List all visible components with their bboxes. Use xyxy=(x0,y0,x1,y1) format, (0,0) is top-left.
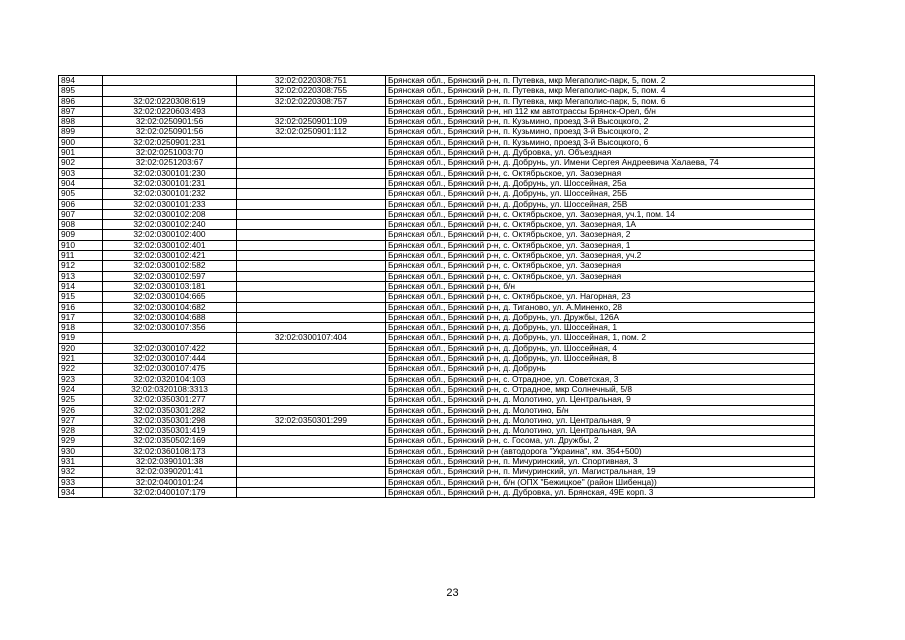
building-cadastral-number-cell xyxy=(237,220,386,230)
row-number-cell: 899 xyxy=(59,127,103,137)
building-cadastral-number-cell xyxy=(237,426,386,436)
building-cadastral-number-cell xyxy=(237,281,386,291)
row-number-cell: 934 xyxy=(59,487,103,497)
table-row xyxy=(59,323,815,333)
row-number-cell: 919 xyxy=(59,333,103,343)
land-cadastral-number-cell: 32:02:0400107:179 xyxy=(103,487,237,497)
building-cadastral-number-cell xyxy=(237,456,386,466)
table-row xyxy=(59,487,815,497)
table-row xyxy=(59,333,815,343)
row-number-cell: 909 xyxy=(59,230,103,240)
row-number-cell: 931 xyxy=(59,456,103,466)
land-cadastral-number-cell: 32:02:0300107:444 xyxy=(103,354,237,364)
row-number-cell: 926 xyxy=(59,405,103,415)
table-row xyxy=(59,148,815,158)
address-cell: Брянская обл., Брянский р-н, с. Октябрьское, ул. Нагорная, 23 xyxy=(386,292,815,302)
building-cadastral-number-cell xyxy=(237,323,386,333)
address-cell: Брянская обл., Брянский р-н, п. Путевка, мкр Мегаполис-парк, 5, пом. 6 xyxy=(386,96,815,106)
address-cell: Брянская обл., Брянский р-н, п. Мичуринский, ул. Спортивная, 3 xyxy=(386,456,815,466)
address-cell: Брянская обл., Брянский р-н, д. Добрунь, ул. Шоссейная, 25Б xyxy=(386,189,815,199)
address-cell: Брянская обл., Брянский р-н, с. Отрадное, мкр Солнечный, 5/8 xyxy=(386,384,815,394)
row-number-cell: 927 xyxy=(59,415,103,425)
land-cadastral-number-cell: 32:02:0350301:298 xyxy=(103,415,237,425)
row-number-cell: 920 xyxy=(59,343,103,353)
address-cell: Брянская обл., Брянский р-н, с. Октябрьское, ул. Заозерная, 2 xyxy=(386,230,815,240)
address-cell: Брянская обл., Брянский р-н, д. Молотино, ул. Центральная, 9 xyxy=(386,395,815,405)
building-cadastral-number-cell xyxy=(237,209,386,219)
row-number-cell: 898 xyxy=(59,117,103,127)
address-cell: Брянская обл., Брянский р-н, п. Кузьмино, проезд 3-й Высоцкого, 6 xyxy=(386,137,815,147)
building-cadastral-number-cell: 32:02:0220308:757 xyxy=(237,96,386,106)
table-row xyxy=(59,426,815,436)
address-cell: Брянская обл., Брянский р-н, д. Дубровка, ул. Объездная xyxy=(386,148,815,158)
address-cell: Брянская обл., Брянский р-н, д. Добрунь, ул. Шоссейная, 8 xyxy=(386,354,815,364)
building-cadastral-number-cell xyxy=(237,189,386,199)
land-cadastral-number-cell: 32:02:0251203:67 xyxy=(103,158,237,168)
table-row xyxy=(59,261,815,271)
table-row xyxy=(59,446,815,456)
building-cadastral-number-cell xyxy=(237,467,386,477)
row-number-cell: 904 xyxy=(59,178,103,188)
row-number-cell: 903 xyxy=(59,168,103,178)
table-body xyxy=(59,76,815,498)
table-row xyxy=(59,86,815,96)
address-cell: Брянская обл., Брянский р-н, п. Кузьмино, проезд 3-й Высоцкого, 2 xyxy=(386,117,815,127)
address-cell: Брянская обл., Брянский р-н, с. Октябрьское, ул. Заозерная xyxy=(386,271,815,281)
row-number-cell: 908 xyxy=(59,220,103,230)
land-cadastral-number-cell: 32:02:0300102:401 xyxy=(103,240,237,250)
table-row xyxy=(59,168,815,178)
building-cadastral-number-cell: 32:02:0250901:109 xyxy=(237,117,386,127)
land-cadastral-number-cell: 32:02:0350301:282 xyxy=(103,405,237,415)
building-cadastral-number-cell xyxy=(237,354,386,364)
land-cadastral-number-cell: 32:02:0300102:597 xyxy=(103,271,237,281)
row-number-cell: 917 xyxy=(59,312,103,322)
address-cell: Брянская обл., Брянский р-н, д. Молотино, ул. Центральная, 9 xyxy=(386,415,815,425)
address-cell: Брянская обл., Брянский р-н, с. Октябрьское, ул. Заозерная, уч.2 xyxy=(386,251,815,261)
row-number-cell: 928 xyxy=(59,426,103,436)
building-cadastral-number-cell: 32:02:0220308:755 xyxy=(237,86,386,96)
table-row xyxy=(59,199,815,209)
table-row xyxy=(59,354,815,364)
building-cadastral-number-cell: 32:02:0350301:299 xyxy=(237,415,386,425)
land-cadastral-number-cell xyxy=(103,76,237,86)
building-cadastral-number-cell xyxy=(237,395,386,405)
address-cell: Брянская обл., Брянский р-н (автодорога "Украина", км. 354+500) xyxy=(386,446,815,456)
table-row xyxy=(59,158,815,168)
table-row xyxy=(59,178,815,188)
building-cadastral-number-cell xyxy=(237,292,386,302)
land-cadastral-number-cell: 32:02:0250901:56 xyxy=(103,117,237,127)
building-cadastral-number-cell: 32:02:0300107:404 xyxy=(237,333,386,343)
row-number-cell: 906 xyxy=(59,199,103,209)
row-number-cell: 905 xyxy=(59,189,103,199)
page-number: 23 xyxy=(446,587,459,599)
address-cell: Брянская обл., Брянский р-н, д. Добрунь, ул. Шоссейная, 1, пом. 2 xyxy=(386,333,815,343)
table-row xyxy=(59,189,815,199)
row-number-cell: 932 xyxy=(59,467,103,477)
land-cadastral-number-cell: 32:02:0250901:231 xyxy=(103,137,237,147)
table-row xyxy=(59,240,815,250)
land-cadastral-number-cell: 32:02:0300104:665 xyxy=(103,292,237,302)
row-number-cell: 907 xyxy=(59,209,103,219)
address-cell: Брянская обл., Брянский р-н, п. Кузьмино, проезд 3-й Высоцкого, 2 xyxy=(386,127,815,137)
address-cell: Брянская обл., Брянский р-н, с. Октябрьское, ул. Заозерная, 1 xyxy=(386,240,815,250)
row-number-cell: 925 xyxy=(59,395,103,405)
land-cadastral-number-cell: 32:02:0350301:277 xyxy=(103,395,237,405)
row-number-cell: 913 xyxy=(59,271,103,281)
building-cadastral-number-cell xyxy=(237,374,386,384)
land-cadastral-number-cell: 32:02:0250901:56 xyxy=(103,127,237,137)
row-number-cell: 895 xyxy=(59,86,103,96)
building-cadastral-number-cell xyxy=(237,405,386,415)
address-cell: Брянская обл., Брянский р-н, д. Добрунь, ул. Дружбы, 126А xyxy=(386,312,815,322)
land-cadastral-number-cell xyxy=(103,86,237,96)
table-row xyxy=(59,405,815,415)
table-row xyxy=(59,415,815,425)
table-row xyxy=(59,312,815,322)
address-cell: Брянская обл., Брянский р-н, д. Молотино, Б/н xyxy=(386,405,815,415)
building-cadastral-number-cell xyxy=(237,137,386,147)
building-cadastral-number-cell xyxy=(237,487,386,497)
table-row xyxy=(59,384,815,394)
building-cadastral-number-cell xyxy=(237,271,386,281)
row-number-cell: 910 xyxy=(59,240,103,250)
address-cell: Брянская обл., Брянский р-н, б/н (ОПХ "Бежицкое" (район Шибенца)) xyxy=(386,477,815,487)
building-cadastral-number-cell xyxy=(237,106,386,116)
land-cadastral-number-cell: 32:02:0300104:682 xyxy=(103,302,237,312)
table-row xyxy=(59,302,815,312)
table-row xyxy=(59,374,815,384)
address-cell: Брянская обл., Брянский р-н, п. Мичуринский, ул. Магистральная, 19 xyxy=(386,467,815,477)
row-number-cell: 901 xyxy=(59,148,103,158)
row-number-cell: 900 xyxy=(59,137,103,147)
row-number-cell: 916 xyxy=(59,302,103,312)
building-cadastral-number-cell xyxy=(237,158,386,168)
land-cadastral-number-cell: 32:02:0320108:3313 xyxy=(103,384,237,394)
table-row xyxy=(59,292,815,302)
address-cell: Брянская обл., Брянский р-н, д. Добрунь, ул. Шоссейная, 4 xyxy=(386,343,815,353)
building-cadastral-number-cell xyxy=(237,230,386,240)
row-number-cell: 924 xyxy=(59,384,103,394)
table-row xyxy=(59,96,815,106)
building-cadastral-number-cell xyxy=(237,384,386,394)
land-cadastral-number-cell: 32:02:0360108:173 xyxy=(103,446,237,456)
address-cell: Брянская обл., Брянский р-н, п. Путевка, мкр Мегаполис-парк, 5, пом. 4 xyxy=(386,86,815,96)
address-cell: Брянская обл., Брянский р-н, д. Тиганово, ул. А.Миненко, 28 xyxy=(386,302,815,312)
table-row xyxy=(59,343,815,353)
building-cadastral-number-cell xyxy=(237,251,386,261)
table-row xyxy=(59,467,815,477)
address-cell: Брянская обл., Брянский р-н, с. Отрадное, ул. Советская, 3 xyxy=(386,374,815,384)
registry-table xyxy=(58,75,815,498)
land-cadastral-number-cell: 32:02:0300101:232 xyxy=(103,189,237,199)
table-row xyxy=(59,106,815,116)
table-row xyxy=(59,271,815,281)
row-number-cell: 918 xyxy=(59,323,103,333)
building-cadastral-number-cell xyxy=(237,178,386,188)
address-cell: Брянская обл., Брянский р-н, нп 112 км автотрассы Брянск-Орел, б/н xyxy=(386,106,815,116)
land-cadastral-number-cell: 32:02:0300107:475 xyxy=(103,364,237,374)
table-row xyxy=(59,76,815,86)
table-row xyxy=(59,477,815,487)
building-cadastral-number-cell xyxy=(237,446,386,456)
land-cadastral-number-cell: 32:02:0300101:230 xyxy=(103,168,237,178)
address-cell: Брянская обл., Брянский р-н, б/н xyxy=(386,281,815,291)
address-cell: Брянская обл., Брянский р-н, с. Октябрьское, ул. Заозерная xyxy=(386,261,815,271)
table-row xyxy=(59,137,815,147)
table-row xyxy=(59,251,815,261)
land-cadastral-number-cell: 32:02:0300102:400 xyxy=(103,230,237,240)
address-cell: Брянская обл., Брянский р-н, с. Октябрьское, ул. Заозерная, уч.1, пом. 14 xyxy=(386,209,815,219)
table-row xyxy=(59,209,815,219)
land-cadastral-number-cell: 32:02:0220308:619 xyxy=(103,96,237,106)
address-cell: Брянская обл., Брянский р-н, д. Добрунь xyxy=(386,364,815,374)
row-number-cell: 922 xyxy=(59,364,103,374)
row-number-cell: 912 xyxy=(59,261,103,271)
row-number-cell: 923 xyxy=(59,374,103,384)
table-row xyxy=(59,364,815,374)
address-cell: Брянская обл., Брянский р-н, д. Добрунь, ул. Имени Сергея Андреевича Халаева, 74 xyxy=(386,158,815,168)
land-cadastral-number-cell: 32:02:0300107:422 xyxy=(103,343,237,353)
land-cadastral-number-cell: 32:02:0390201:41 xyxy=(103,467,237,477)
building-cadastral-number-cell xyxy=(237,343,386,353)
table-row xyxy=(59,127,815,137)
row-number-cell: 911 xyxy=(59,251,103,261)
address-cell: Брянская обл., Брянский р-н, с. Октябрьское, ул. Заозерная, 1А xyxy=(386,220,815,230)
row-number-cell: 933 xyxy=(59,477,103,487)
land-cadastral-number-cell: 32:02:0350502:169 xyxy=(103,436,237,446)
table-row xyxy=(59,230,815,240)
row-number-cell: 915 xyxy=(59,292,103,302)
land-cadastral-number-cell xyxy=(103,333,237,343)
building-cadastral-number-cell xyxy=(237,199,386,209)
building-cadastral-number-cell: 32:02:0250901:112 xyxy=(237,127,386,137)
land-cadastral-number-cell: 32:02:0220603:493 xyxy=(103,106,237,116)
building-cadastral-number-cell xyxy=(237,148,386,158)
building-cadastral-number-cell xyxy=(237,477,386,487)
table-row xyxy=(59,456,815,466)
address-cell: Брянская обл., Брянский р-н, д. Добрунь, ул. Шоссейная, 25а xyxy=(386,178,815,188)
row-number-cell: 897 xyxy=(59,106,103,116)
address-cell: Брянская обл., Брянский р-н, д. Дубровка, ул. Брянская, 49Е корп. 3 xyxy=(386,487,815,497)
address-cell: Брянская обл., Брянский р-н, д. Добрунь, ул. Шоссейная, 25В xyxy=(386,199,815,209)
row-number-cell: 914 xyxy=(59,281,103,291)
row-number-cell: 902 xyxy=(59,158,103,168)
table-row xyxy=(59,436,815,446)
land-cadastral-number-cell: 32:02:0300107:356 xyxy=(103,323,237,333)
building-cadastral-number-cell xyxy=(237,364,386,374)
row-number-cell: 930 xyxy=(59,446,103,456)
address-cell: Брянская обл., Брянский р-н, с. Госома, ул. Дружбы, 2 xyxy=(386,436,815,446)
land-cadastral-number-cell: 32:02:0300102:240 xyxy=(103,220,237,230)
land-cadastral-number-cell: 32:02:0320104:103 xyxy=(103,374,237,384)
building-cadastral-number-cell xyxy=(237,312,386,322)
building-cadastral-number-cell: 32:02:0220308:751 xyxy=(237,76,386,86)
building-cadastral-number-cell xyxy=(237,302,386,312)
building-cadastral-number-cell xyxy=(237,261,386,271)
building-cadastral-number-cell xyxy=(237,168,386,178)
row-number-cell: 894 xyxy=(59,76,103,86)
address-cell: Брянская обл., Брянский р-н, с. Октябрьское, ул. Заозерная xyxy=(386,168,815,178)
land-cadastral-number-cell: 32:02:0390101:38 xyxy=(103,456,237,466)
land-cadastral-number-cell: 32:02:0300101:231 xyxy=(103,178,237,188)
table-row xyxy=(59,281,815,291)
land-cadastral-number-cell: 32:02:0300101:233 xyxy=(103,199,237,209)
building-cadastral-number-cell xyxy=(237,240,386,250)
land-cadastral-number-cell: 32:02:0251003:70 xyxy=(103,148,237,158)
address-cell: Брянская обл., Брянский р-н, д. Молотино, ул. Центральная, 9А xyxy=(386,426,815,436)
table-row xyxy=(59,220,815,230)
row-number-cell: 921 xyxy=(59,354,103,364)
land-cadastral-number-cell: 32:02:0300102:208 xyxy=(103,209,237,219)
table-row xyxy=(59,117,815,127)
row-number-cell: 896 xyxy=(59,96,103,106)
row-number-cell: 929 xyxy=(59,436,103,446)
land-cadastral-number-cell: 32:02:0400101:24 xyxy=(103,477,237,487)
address-cell: Брянская обл., Брянский р-н, п. Путевка, мкр Мегаполис-парк, 5, пом. 2 xyxy=(386,76,815,86)
land-cadastral-number-cell: 32:02:0350301:419 xyxy=(103,426,237,436)
address-cell: Брянская обл., Брянский р-н, д. Добрунь, ул. Шоссейная, 1 xyxy=(386,323,815,333)
building-cadastral-number-cell xyxy=(237,436,386,446)
land-cadastral-number-cell: 32:02:0300104:688 xyxy=(103,312,237,322)
land-cadastral-number-cell: 32:02:0300102:421 xyxy=(103,251,237,261)
table-row xyxy=(59,395,815,405)
land-cadastral-number-cell: 32:02:0300103:181 xyxy=(103,281,237,291)
land-cadastral-number-cell: 32:02:0300102:582 xyxy=(103,261,237,271)
